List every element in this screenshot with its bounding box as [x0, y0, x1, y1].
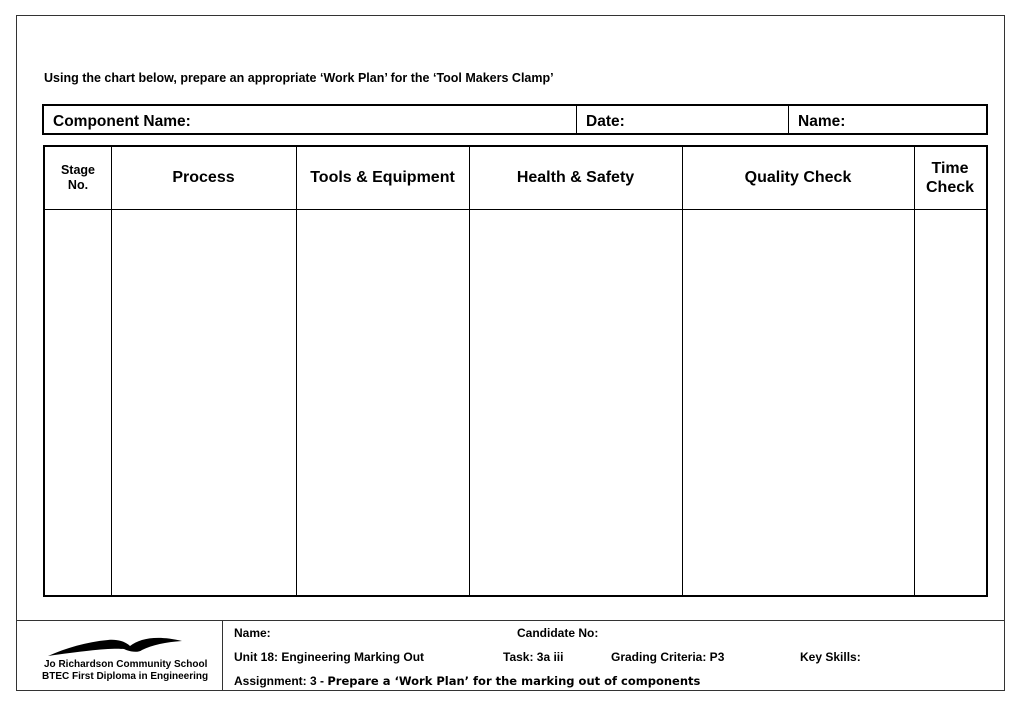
- component-name-field[interactable]: Component Name:: [44, 106, 577, 133]
- footer-column-divider: [222, 620, 223, 691]
- col-time-check-header: Time Check: [925, 160, 975, 196]
- footer-name-label: Name:: [234, 626, 271, 640]
- instruction-text: Using the chart below, prepare an appropriate ‘Work Plan’ for the ‘Tool Makers Clamp’: [44, 71, 554, 85]
- candidate-number-label: Candidate No:: [517, 626, 599, 640]
- work-plan-table: [43, 145, 988, 597]
- name-field[interactable]: Name:: [798, 113, 846, 130]
- bird-logo-icon: [46, 632, 184, 660]
- col-health-safety-header: Health & Safety: [516, 169, 635, 186]
- column-divider: [914, 147, 915, 595]
- column-divider: [296, 147, 297, 595]
- grading-criteria-label: Grading Criteria: P3: [611, 650, 725, 664]
- task-label: Task: 3a iii: [503, 650, 564, 664]
- col-process-header: Process: [172, 169, 235, 186]
- col-quality-check-header: Quality Check: [744, 169, 852, 186]
- column-divider: [111, 147, 112, 595]
- course-name: BTEC First Diploma in Engineering: [42, 671, 209, 682]
- key-skills-label: Key Skills:: [800, 650, 861, 664]
- assignment-label: Assignment: 3 -: [234, 674, 325, 688]
- school-name: Jo Richardson Community School: [44, 659, 208, 670]
- footer-divider-line: [16, 620, 1005, 621]
- assignment-description: Prepare a ‘Work Plan’ for the marking out of components: [327, 674, 701, 688]
- unit-label: Unit 18: Engineering Marking Out: [234, 650, 425, 664]
- col-tools-header: Tools & Equipment: [310, 169, 455, 186]
- col-stage-header: Stage No.: [60, 163, 96, 192]
- column-divider: [469, 147, 470, 595]
- column-divider: [682, 147, 683, 595]
- assignment-line: [234, 674, 700, 688]
- date-field[interactable]: Date:: [577, 106, 789, 133]
- component-header: [42, 104, 988, 135]
